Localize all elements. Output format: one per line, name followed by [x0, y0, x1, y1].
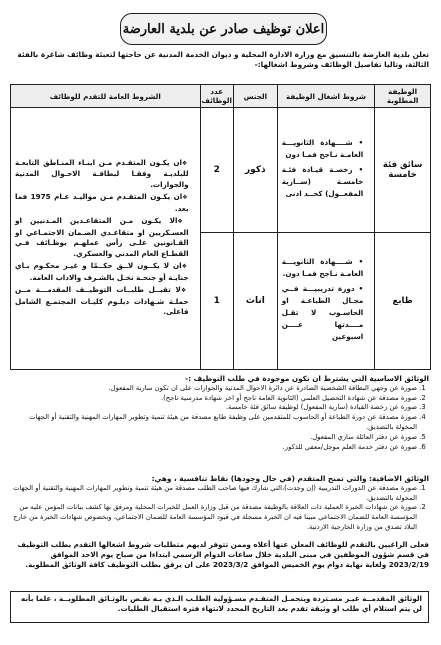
condition-item: ❖ لا تقبــل طلبــات التوظيــف المقدمـــة مــن حملـة شـهادات دبلـوم كليـات المجتمـع الشامل فاعلى.: [15, 285, 189, 318]
additional-documents-heading: الوثائق الاضافية: والتي تمنح المتقدم (في حال وجودها) نقاط تنافسية ، وهي:: [151, 474, 429, 483]
job-requirements: [277, 233, 375, 370]
job-title: طابع: [375, 233, 431, 370]
header-requirements: شروط اشغال الوظيفة: [277, 85, 375, 108]
header-general-conditions: الشروط العامة للتقدم للوظائف: [11, 85, 201, 108]
job-title: سائق فئة خامسة: [375, 108, 431, 233]
requirement-item: • شــــهادة الثانويـــة العامـة نـاجح فمـا دون.: [282, 256, 364, 280]
condition-item: ❖ الا يكـون مـن المتقاعـدين المـدنيين او العسـكريين او متقاعـدي الضـمان الاجتمـاعي او القـانونين علـى رأس عملهـم بوظـائف فـي القطـاع العام المدني والعسكري.: [15, 216, 189, 259]
announcement-page: [8, 8, 433, 629]
requirement-item: • شــــهادة الثانويـــة العامـة نـاجح فمـا دون: [282, 137, 364, 161]
header-gender: الجنس: [233, 85, 277, 108]
list-item: 5. صورة عن دفتر العائلة ساري المفعول.: [11, 433, 417, 443]
notice-box: الوثائق المقدمــة غيـر مسـتردة ويتحمـل المتقـدم مسـؤولية الطلـب الـذي بـه نقـص بالوثـائق المطلوبــة ، علما بأنه لن يتم استلام أي طلب او وثيقة تقدم بعد التاريخ المحدد لانتهاء فترة استقبال الطلبات.: [10, 591, 429, 623]
general-conditions: [11, 108, 201, 370]
list-item: 4. صورة مصدقة عن دورة الطباعة أو الحاسوب للمتقدمين على وظيفة طابع مصدقة من هيئة تنمية وتطوير المهارات المهنية والتقنية أو الجهات المخولة بالتصديق.: [11, 413, 417, 433]
job-gender: ذكور: [233, 108, 277, 233]
requirement-item: • دورة تدريبيـــة فــي مجـال الطباعـة او الحاسـوب لا تقـل مــــدتها عــــن اسبوعين: [282, 283, 364, 343]
list-item: 2. صورة مصدقة عن شهادة التحصيل العلمي (الثانوية العامة ناجح أو اخر شهادة مدرسية ناجح).: [11, 394, 417, 404]
header-job: الوظيفة المطلوبة: [375, 85, 431, 108]
job-requirements: [277, 108, 375, 233]
table-row: [11, 108, 431, 233]
list-item: 1. صورة عن وجهي البطاقة الشخصية الصادرة عن دائرة الاحوال المدنية والجوازات على ان تكون سارية المفعول.: [11, 384, 417, 394]
condition-item: ❖ ان يكـون المتقـدم مـن ابنـاء المنـاطق التابعـة للبلديـة وفقـا لبطاقـة الاحـوال المدنية والجوازات.: [15, 158, 189, 191]
list-item: 3. صورة عن رخصة القيادة (سارية المفعول) لوظيفة سائق فئة خامسة.: [11, 403, 417, 413]
list-item: 6. صورة عن دفتر خدمة العلم موجل/معفي للذكور.: [11, 443, 417, 453]
condition-item: ❖ ان يكـون المتقـدم مـن مواليـد عـام 1975 فما بعد.: [15, 192, 189, 214]
jobs-table: [10, 84, 431, 370]
job-count: 1: [200, 233, 233, 370]
intro-paragraph: تعلن بلدية العارضة بالتنسيق مع وزارة الادارة المحلية و ديوان الخدمة المدنية عن حاجتها لتعبئة وظائف شاغرة بالفئة الثالثة، وتاليا تفاصيل الوظائف وشروط اشغالها:-: [17, 50, 429, 69]
announcement-title: اعلان توظيف صادر عن بلدية العارضة: [120, 13, 327, 45]
essential-documents-heading: الوثائق الاساسية التي يشترط ان تكون موجودة في طلب التوظيف :-: [185, 374, 429, 383]
table-header-row: [11, 85, 431, 108]
condition-item: ❖ ان لا يكــون لاــق حكــمًا و غيـر محكـوم بـاي جنايـة أو جنحـة تخـل بالشـرف والاداب العامة.: [15, 261, 189, 283]
list-item: 1. صورة مصدقة عن الدورات التدريبية (إن وجدت)،التي شارك فيها صاحب الطلب مصدقة من هيئة تنمية وتطوير المهارات المهنية والتقنية أو الجهات المخولة بالتصديق.: [11, 484, 417, 504]
list-item: 2. صورة عن شهادات الخبرة العملية ذات العلاقة بالوظيفة مصدقة من قبل وزارة العمل للخبرات المحلية ومرفق بها كشف بيانات المؤمن عليه من المؤسسة العامة للضمان الاجتماعي مبينا فيه ان الخبرة مسجلة في قيود المؤسسة العامة للضمان الاجتماعي، وبخصوص شهادات الخبرة من خارج البلاد تصدق من وزارة الخارجية الاردنية.: [11, 503, 417, 532]
additional-documents: [11, 474, 429, 533]
application-instructions: فعلى الراغبين بالتقدم للوظائف المعلن عنها أعلاه وممن تتوفر لديهم متطلبات شروط اشغالها التقدم بطلب التوظيف في قسم شؤون الموظفين في مبنى البلدية خلال ساعات الدوام الرسمي ابتداءا من صباح يوم الاحد الموافق 2023/2/19 ولغاية نهاية دوام يوم الخميس الموافق 2023/3/2 على ان يرفق بطلب التوظيف كافة الوثائق المطلوبة.: [17, 540, 429, 569]
job-count: 2: [200, 108, 233, 233]
header-count: عدد الوظائف: [200, 85, 233, 108]
requirement-item: • رخصـة قيـادة فئـة خامسـة (ســارية المفعــول) كحــد ادنى: [282, 164, 364, 200]
job-gender: اناث: [233, 233, 277, 370]
essential-documents: [11, 374, 429, 452]
